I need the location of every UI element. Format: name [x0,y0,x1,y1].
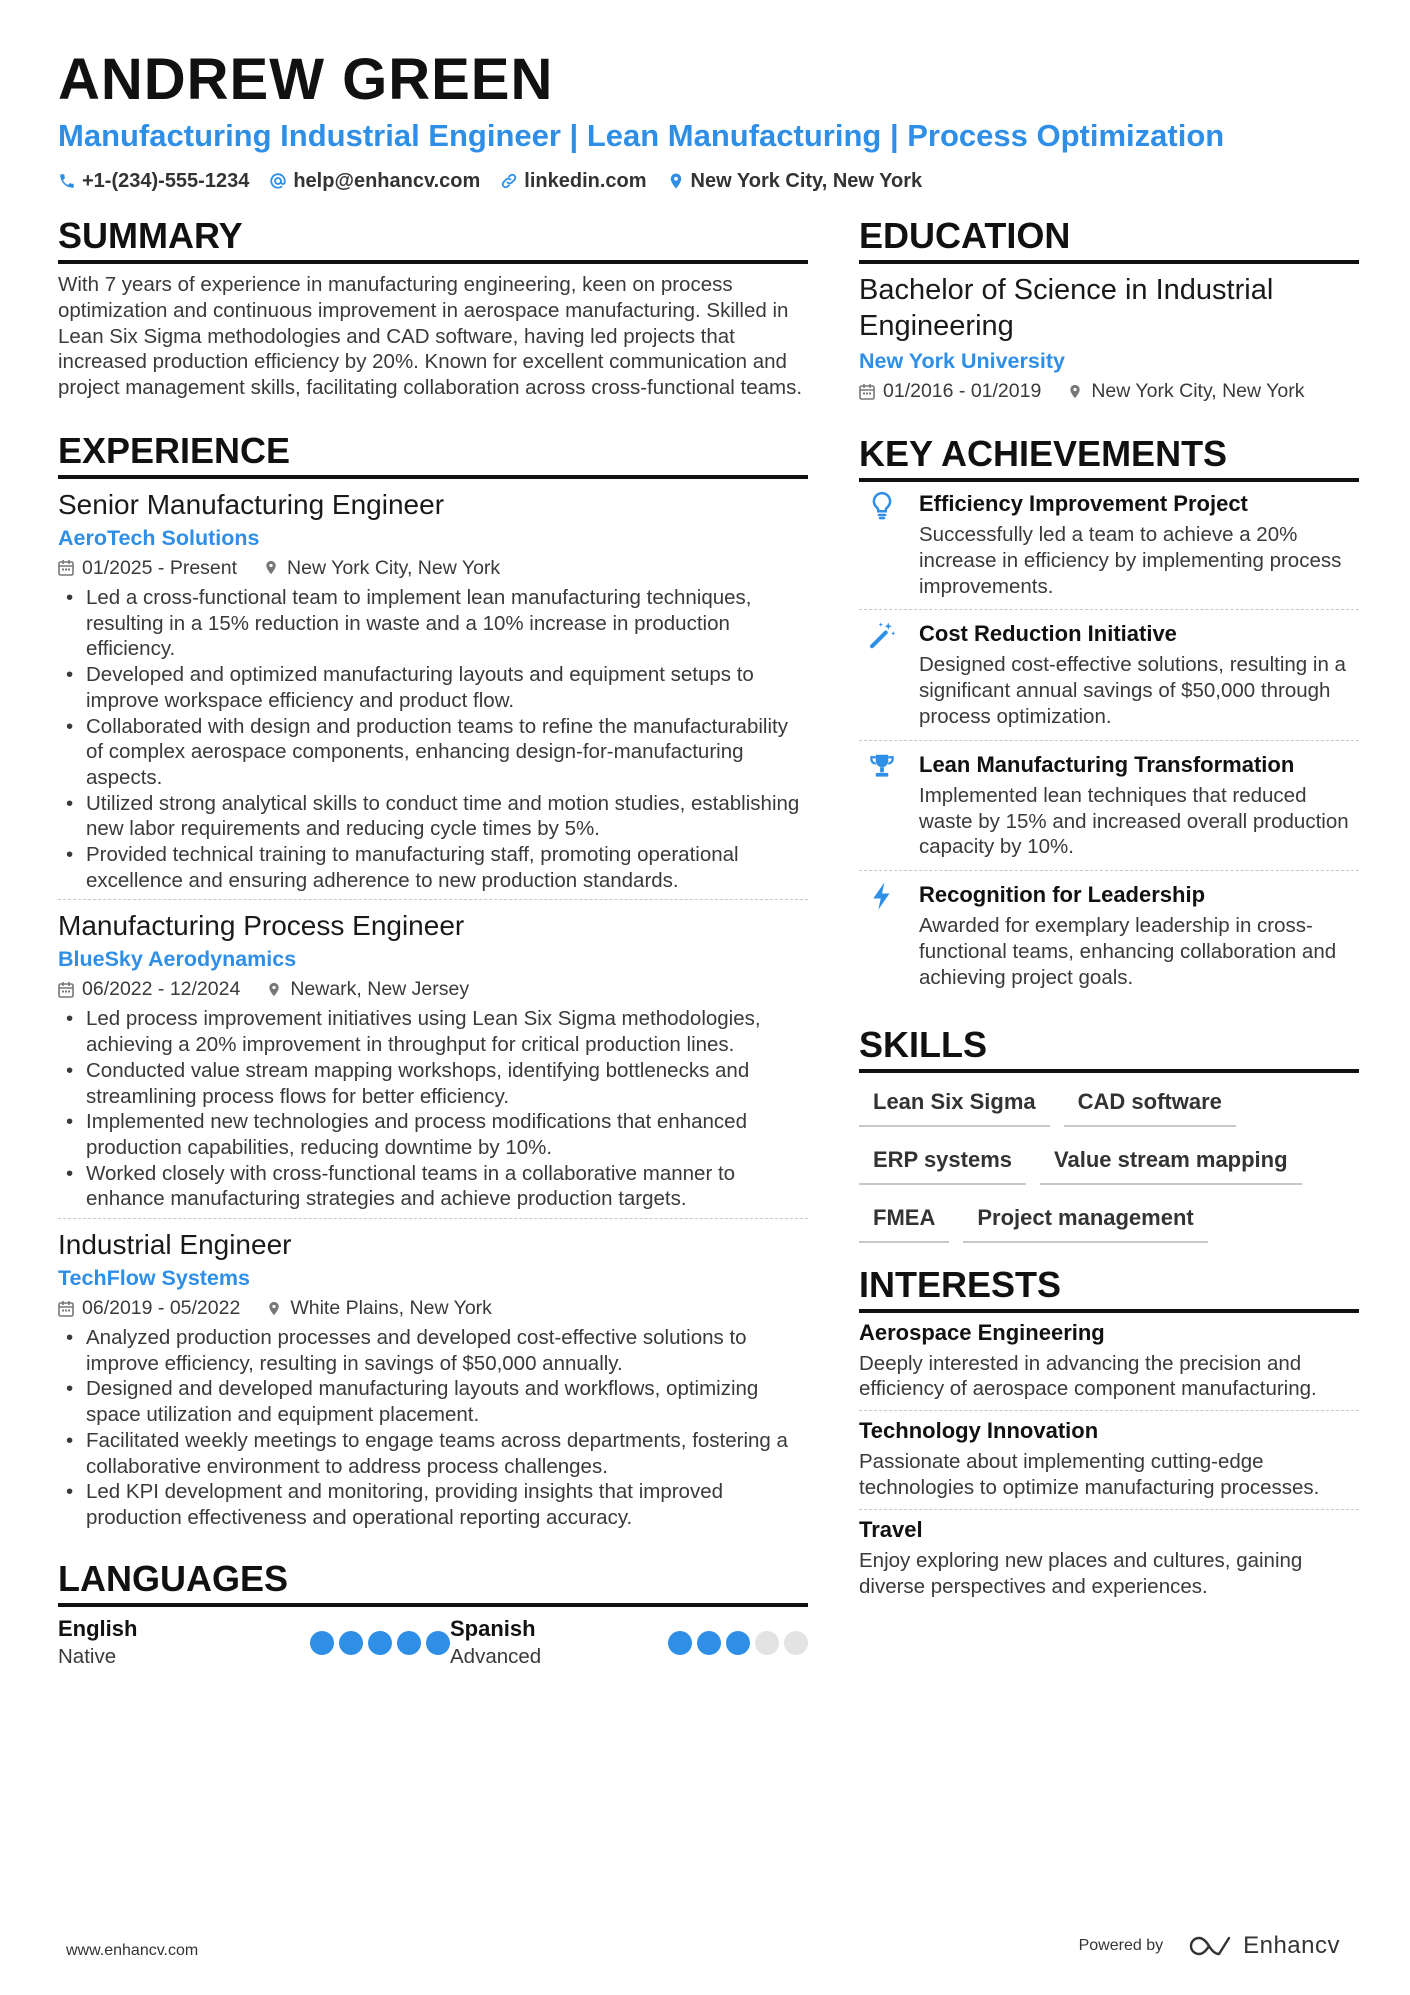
achievement-icon-wrap [859,881,919,990]
rating-dot-filled [726,1631,750,1655]
achievement-title: Efficiency Improvement Project [919,491,1248,516]
languages-heading: LANGUAGES [58,1557,808,1607]
language-name: English [58,1615,138,1641]
rating-dot-filled [310,1631,334,1655]
calendar-icon [58,1300,74,1317]
education-degree: Bachelor of Science in Industrial Engineering [859,274,1274,342]
job-entry [58,487,808,900]
language-rating [305,1631,450,1655]
interest-item [859,1411,1359,1510]
phone-icon [58,172,76,190]
job-location-text: White Plains, New York [290,1297,492,1320]
job-meta [58,1293,808,1323]
job-bullet: • Developed and optimized manufacturing layouts and equipment setups to improve workspace efficiency and product flow. [58,662,808,713]
footer-url[interactable]: www.enhancv.com [66,1942,199,1959]
location-icon [266,981,282,998]
job-location-text: New York City, New York [287,556,501,579]
skill-tag: ERP systems [859,1141,1026,1185]
languages-section [58,1557,808,1671]
achievements-heading: KEY ACHIEVEMENTS [859,432,1359,482]
job-dates [58,974,240,1004]
rating-dot-empty [755,1631,779,1655]
achievement-desc: Awarded for exemplary leadership in cross-functional teams, enhancing collaboration and achieving project goals. [919,914,1337,989]
language-item [58,1615,450,1671]
rating-dot-filled [368,1631,392,1655]
interest-item [859,1313,1359,1412]
language-info [450,1615,541,1671]
rating-dot-filled [397,1631,421,1655]
achievement-desc: Successfully led a team to achieve a 20% increase in efficiency by implementing process improvements. [919,523,1342,598]
achievement-item [859,482,1359,610]
experience-section [58,429,808,1537]
education-dates-text: 01/2016 - 01/2019 [883,380,1042,402]
job-dates-text: 06/2022 - 12/2024 [82,978,241,1001]
job-meta [58,974,808,1004]
language-level: Advanced [450,1644,542,1668]
education-heading: EDUCATION [859,214,1359,264]
contact-bar [58,168,942,194]
interests-section [859,1263,1359,1608]
job-location [266,974,469,1004]
achievement-icon-wrap [859,751,919,860]
achievement-content [919,490,1359,599]
location-icon [667,172,685,190]
job-dates [58,1293,240,1323]
job-bullet: • Implemented new technologies and process modifications that enhanced production capabilities, reducing downtime by 10%. [58,1109,808,1160]
education-school: New York University [859,349,1065,373]
contact-linkedin-text: linkedin.com [524,170,647,192]
achievement-item [859,610,1359,740]
calendar-icon [58,559,74,576]
job-bullet: • Collaborated with design and production teams to refine the manufacturability of complex aerospace components, enhancing design-for-manufacturing aspects. [58,714,808,791]
achievement-icon-wrap [859,620,919,729]
job-entry [58,908,808,1219]
skill-tag: FMEA [859,1199,949,1243]
job-bullet: • Provided technical training to manufacturing staff, promoting operational excellence and ensuring adherence to new production standards. [58,842,808,893]
achievement-title: Lean Manufacturing Transformation [919,751,1295,777]
job-bullet: • Utilized strong analytical skills to conduct time and motion studies, establishing new labor requirements and reducing cycle times by 5%. [58,791,808,842]
contact-phone[interactable] [58,168,249,194]
enhancv-logo-icon [1189,1934,1235,1958]
achievement-content [919,751,1359,860]
job-entry [58,1227,808,1537]
interest-item [859,1510,1359,1608]
contact-email-text: help@enhancv.com [293,170,481,192]
skills-list [859,1083,1359,1257]
skill-tag: Value stream mapping [1040,1141,1302,1185]
job-company: BlueSky Aerodynamics [58,947,297,972]
link-icon [500,172,518,190]
job-bullet: • Led KPI development and monitoring, providing insights that improved production effectiveness and operational reporting accuracy. [58,1479,808,1530]
interest-title: Technology Innovation [859,1418,1099,1444]
summary-text: With 7 years of experience in manufacturing engineering, keen on process optimization and continuous improvement in aerospace manufacturing. Skilled in Lean Six Sigma methodologies and CAD software, having led projects that increased production efficiency by 20%. Known for excellent communication and project management skills, facilitating collaboration across cross-functional teams. [58,273,803,400]
achievement-item [859,741,1359,871]
job-dates-text: 06/2019 - 05/2022 [82,1297,241,1320]
summary-heading: SUMMARY [58,214,808,264]
job-meta [58,553,808,583]
job-bullets [58,1325,808,1531]
job-dates-text: 01/2025 - Present [82,556,238,579]
job-location [266,1293,492,1323]
rating-dot-filled [339,1631,363,1655]
candidate-name: ANDREW GREEN [58,47,554,112]
calendar-icon [58,981,74,998]
job-bullet: • Led process improvement initiatives using Lean Six Sigma methodologies, achieving a 20% improvement in throughput for critical production lines. [58,1006,808,1057]
achievement-title: Cost Reduction Initiative [919,621,1177,647]
job-title: Senior Manufacturing Engineer [58,488,445,520]
skill-tag: CAD software [1064,1083,1236,1127]
contact-location [667,168,923,194]
achievement-desc: Designed cost-effective solutions, resulting in a significant annual savings of $50,000 through process optimization. [919,653,1346,728]
experience-heading: EXPERIENCE [58,429,808,479]
right-column [859,214,1359,1607]
job-bullet: • Designed and developed manufacturing layouts and workflows, optimizing space utilization and equipment placement. [58,1376,808,1427]
job-location [263,553,500,583]
skills-section [859,1023,1359,1257]
interest-desc: Enjoy exploring new places and cultures, gaining diverse perspectives and experiences. [859,1548,1303,1598]
job-company: TechFlow Systems [58,1266,250,1291]
skill-tag: Project management [963,1199,1207,1243]
interest-title: Travel [859,1516,923,1542]
achievement-content [919,881,1359,990]
at-icon [269,172,287,190]
powered-by-text: Powered by [1078,1937,1164,1954]
lightning-icon [867,881,897,911]
location-icon [263,559,279,576]
achievements-section [859,432,1359,1001]
left-column [58,214,808,1671]
interest-desc: Deeply interested in advancing the precision and efficiency of aerospace component manufacturing. [859,1351,1317,1401]
contact-location-text: New York City, New York [690,170,923,192]
achievement-icon-wrap [859,490,919,599]
education-section [859,214,1359,406]
job-bullet: • Analyzed production processes and developed cost-effective solutions to improve efficiency, resulting in savings of $50,000 annually. [58,1325,808,1376]
achievement-content [919,620,1359,729]
contact-linkedin[interactable] [500,168,646,194]
achievement-title: Recognition for Leadership [919,882,1206,908]
footer-brand[interactable] [1079,1932,1340,1960]
language-level: Native [58,1644,117,1668]
trophy-icon [867,751,897,781]
location-icon [1067,383,1083,400]
languages-row [58,1615,808,1671]
contact-email[interactable] [269,168,480,194]
achievement-item [859,871,1359,1000]
job-bullet: • Led a cross-functional team to implement lean manufacturing techniques, resulting in a 15% reduction in waste and a 10% increase in production efficiency. [58,585,808,662]
contact-phone-text: +1-(234)-555-1234 [82,170,250,192]
brand-name: Enhancv [1243,1932,1340,1959]
job-bullets [58,585,808,893]
rating-dot-filled [668,1631,692,1655]
job-bullet: • Facilitated weekly meetings to engage teams across departments, fostering a collaborative environment to address process challenges. [58,1428,808,1479]
candidate-headline: Manufacturing Industrial Engineer | Lean Manufacturing | Process Optimization [58,118,1225,153]
job-location-text: Newark, New Jersey [290,978,470,1001]
location-icon [266,1300,282,1317]
interest-desc: Passionate about implementing cutting-edge technologies to optimize manufacturing processes. [859,1450,1320,1499]
job-bullet: • Conducted value stream mapping workshops, identifying bottlenecks and streamlining process flows for better efficiency. [58,1058,808,1109]
summary-section [58,214,808,401]
job-dates [58,553,237,583]
education-dates [859,376,1041,406]
job-title: Industrial Engineer [58,1229,292,1261]
rating-dot-filled [697,1631,721,1655]
rating-dot-empty [784,1631,808,1655]
education-location [1067,376,1304,406]
interest-title: Aerospace Engineering [859,1319,1105,1345]
job-company: AeroTech Solutions [58,525,260,550]
calendar-icon [859,383,875,400]
education-meta [859,376,1359,406]
skill-tag: Lean Six Sigma [859,1083,1050,1127]
education-location-text: New York City, New York [1091,380,1305,402]
interests-heading: INTERESTS [859,1263,1359,1313]
lightbulb-icon [867,490,897,520]
skills-heading: SKILLS [859,1023,1359,1073]
achievement-desc: Implemented lean techniques that reduced waste by 15% and increased overall production capacity by 10%. [919,783,1349,859]
magic-wand-icon [867,620,897,650]
language-info [58,1615,137,1671]
language-rating [663,1631,808,1655]
job-bullets [58,1006,808,1212]
job-title: Manufacturing Process Engineer [58,910,465,942]
job-bullet: • Worked closely with cross-functional teams in a collaborative manner to enhance manufacturing strategies and achieve production targets. [58,1161,808,1212]
rating-dot-filled [426,1631,450,1655]
language-name: Spanish [450,1615,536,1641]
language-item [450,1615,808,1671]
